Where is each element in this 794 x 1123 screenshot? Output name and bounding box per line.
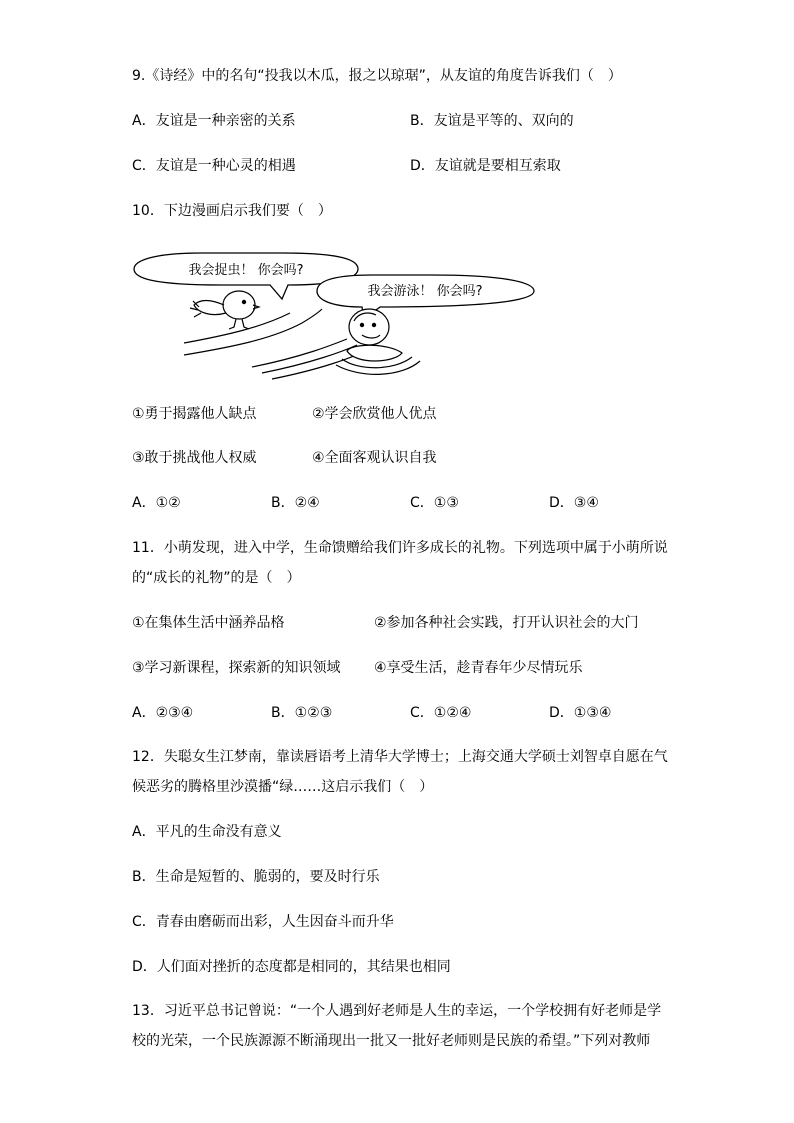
question-11-option-d[interactable]: D．①③④ [549,705,612,721]
question-9-option-b[interactable]: B．友谊是平等的、双向的 [410,113,574,129]
question-12-stem-line-2: 候恶劣的腾格里沙漠播“绿……这启示我们（ ） [132,779,434,795]
question-12-option-c[interactable]: C．青春由磨砺而出彩，人生因奋斗而升华 [132,914,394,930]
question-11-statement-1: ①在集体生活中涵养品格 [132,615,285,631]
question-12-option-a[interactable]: A．平凡的生命没有意义 [132,824,282,840]
question-11-stem-line-2: 的“成长的礼物”的是（ ） [132,570,301,586]
chick-figure [190,291,259,329]
question-11-stem-line-1: 11．小萌发现，进入中学，生命馈赠给我们许多成长的礼物。下列选项中属于小萌所说 [132,540,668,556]
question-10-option-b[interactable]: B．②④ [271,495,320,511]
question-12-option-b[interactable]: B．生命是短暂的、脆弱的，要及时行乐 [132,869,380,885]
question-9-option-c[interactable]: C．友谊是一种心灵的相遇 [132,158,296,174]
question-10-option-a[interactable]: A．①② [132,495,181,511]
question-10-statement-2: ②学会欣赏他人优点 [312,406,437,422]
cartoon-illustration [132,247,542,382]
left-bubble-text: 我会捉虫！ 你会吗? [188,263,304,278]
ground-lines [184,309,364,379]
question-11-option-a[interactable]: A．②③④ [132,705,194,721]
question-13-stem-line-1: 13．习近平总书记曾说：“一个人遇到好老师是人生的幸运，一个学校拥有好老师是学 [132,1003,662,1019]
question-10-stem: 10．下边漫画启示我们要（ ） [132,203,332,219]
question-10-statement-1: ①勇于揭露他人缺点 [132,406,257,422]
question-13-stem-line-2: 校的光荣，一个民族源源不断涌现出一批又一批好老师则是民族的希望。”下列对教师 [132,1033,651,1049]
question-12-stem-line-1: 12．失聪女生江梦南，靠读唇语考上清华大学博士；上海交通大学硕士刘智卓自愿在气 [132,749,668,765]
question-9-stem: 9.《诗经》中的名句“投我以木瓜，报之以琼琚”，从友谊的角度告诉我们（ ） [132,68,622,84]
question-12-option-d[interactable]: D．人们面对挫折的态度都是相同的，其结果也相同 [132,959,451,975]
question-9-option-a[interactable]: A．友谊是一种亲密的关系 [132,113,296,129]
duck-figure [336,309,420,374]
question-10-statement-3: ③敢于挑战他人权威 [132,450,257,466]
question-10-option-d[interactable]: D．③④ [549,495,599,511]
question-11-option-c[interactable]: C．①②④ [410,705,472,721]
question-9-option-d[interactable]: D．友谊就是要相互索取 [410,158,561,174]
question-10-statement-4: ④全面客观认识自我 [312,450,437,466]
question-11-statement-3: ③学习新课程，探索新的知识领域 [132,660,341,676]
right-bubble-text: 我会游泳！ 你会吗? [367,284,483,299]
question-11-option-b[interactable]: B．①②③ [271,705,333,721]
question-11-statement-2: ②参加各种社会实践，打开认识社会的大门 [374,615,639,631]
question-11-statement-4: ④享受生活，趁青春年少尽情玩乐 [374,660,583,676]
question-10-option-c[interactable]: C．①③ [410,495,459,511]
